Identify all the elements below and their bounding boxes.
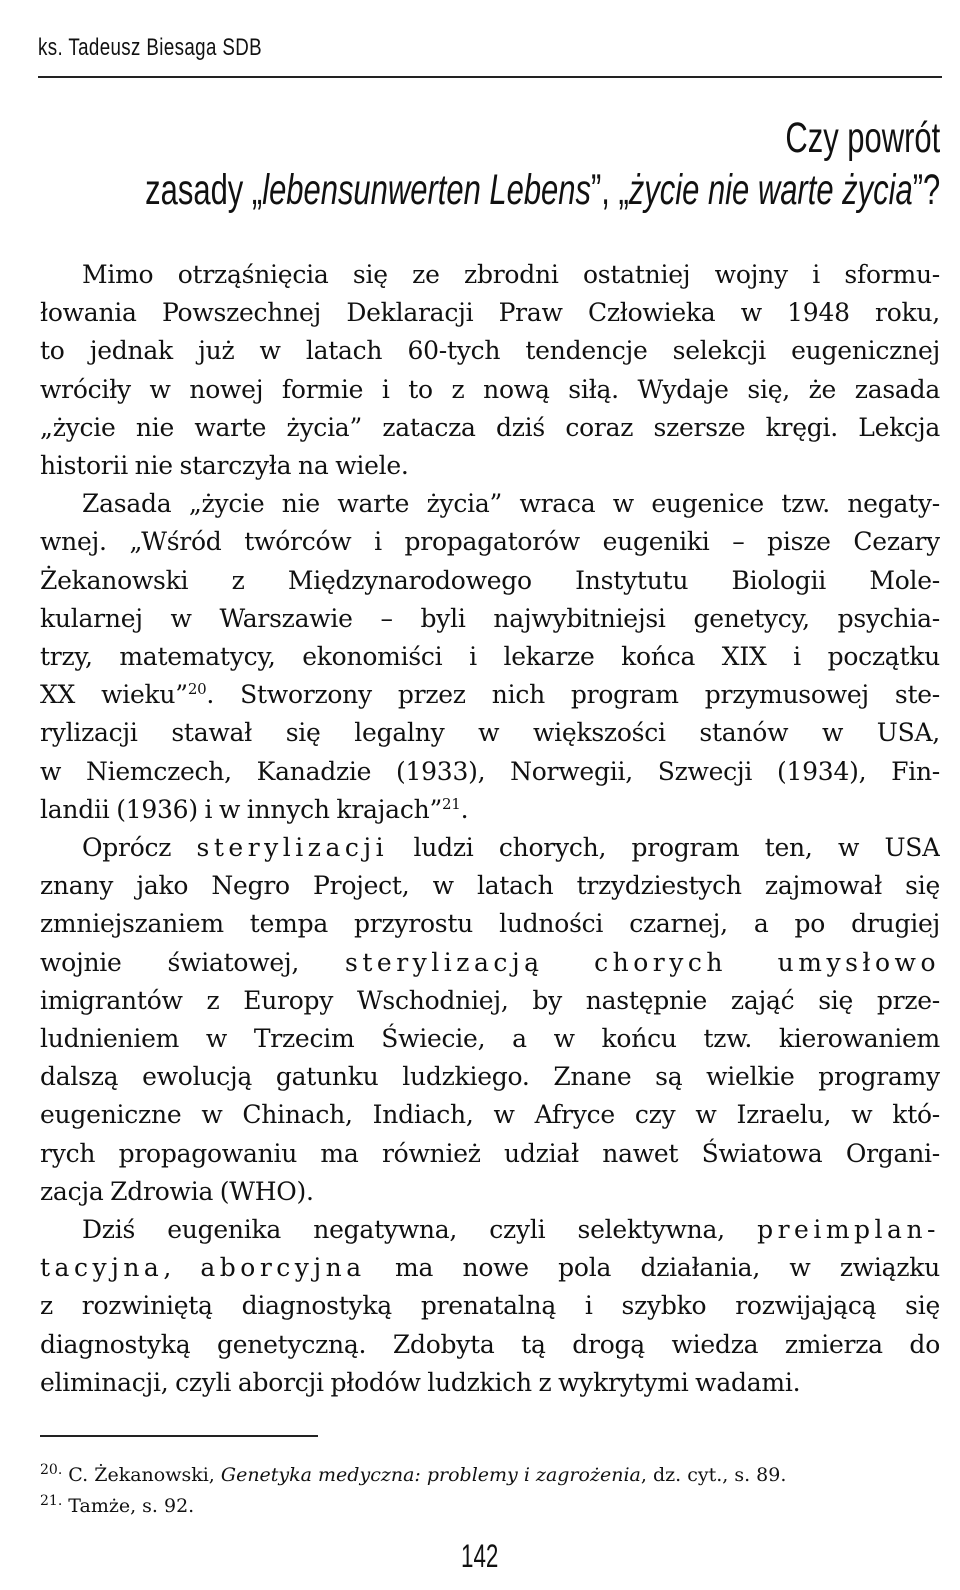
header-rule [38,76,942,78]
text-segment: Oprócz [82,833,197,863]
text-line: wnej. „Wśród twórców i propagatorów eugeniki – pisze Cezary [40,527,940,557]
text-line: zmniejszaniem tempa przyrostu ludności czarnej, a po drugiej [40,909,940,939]
spaced-emphasis: sterylizacją chorych umysłowo [345,947,940,977]
text-line: Mimo otrząśnięcia się ze zbrodni ostatniej wojny i sformu- [82,260,940,289]
text-line: dalszą ewolucją gatunku ludzkiego. Znane są wielkie programy [40,1062,940,1092]
text-line: „życie nie warte życia” zatacza dziś coraz szersze kręgi. Lekcja [40,412,940,442]
footnote-number: 20. [40,1462,63,1478]
page-number-text: 142 [461,1538,499,1574]
title-text: zasady „ [144,166,262,214]
chapter-title-line-1: Czy powrót [785,114,940,162]
footnote-ref-21[interactable]: 21 [441,794,461,813]
text-segment: ludzi chorych, program ten, w USA [388,833,940,863]
text-line: Żekanowski z Międzynarodowego Instytutu Biologii Mole- [40,565,940,595]
footnotes [40,1460,940,1522]
footnote-text: Tamże, s. 92. [62,1495,195,1517]
footnote-book-title: Genetyka medyczna: problemy i zagrożenia [220,1464,641,1486]
footnote-text: , dz. cyt., s. 89. [640,1464,787,1486]
footnote-21 [40,1491,940,1522]
text-line: eugeniczne w Chinach, Indiach, w Afryce czy w Izraelu, w któ- [40,1100,940,1130]
chapter-title [145,112,940,216]
text-segment: Dziś eugenika negatywna, czyli selektywna, [82,1215,758,1245]
running-head-author: ks. Tadeusz Biesaga SDB [38,34,263,61]
body-text [40,256,940,1402]
text-line: rych propagowaniu ma również udział nawet Światowa Organi- [40,1138,940,1168]
footnote-number: 21. [40,1493,63,1509]
chapter-title-line-2 [145,164,940,216]
footnote-rule [40,1435,318,1437]
text-segment: . [460,794,469,824]
text-segment: , [163,1253,201,1283]
spaced-emphasis: tacyjna [40,1253,164,1283]
text-line [40,791,940,829]
text-segment: landii (1936) i w innych krajach” [40,794,442,824]
text-line [40,829,940,867]
text-line: to jednak już w latach 60-tych tendencje selekcji eugenicznej [40,336,940,366]
text-line: zacja Zdrowia (WHO). [40,1176,314,1206]
text-segment: wojnie światowej, [40,947,346,977]
text-line [40,1249,940,1287]
title-text: ”, „ [590,166,629,214]
text-segment: ma nowe pola działania, w związku [365,1253,940,1283]
text-line: trzy, matematycy, ekonomiści i lekarze końca XIX i początku [40,642,940,672]
text-line [40,1211,940,1249]
text-line: rylizacji stawał się legalny w większości stanów w USA, [40,718,940,748]
text-line: ludnieniem w Trzecim Świecie, a w końcu tzw. kierowaniem [40,1024,940,1054]
text-line [40,944,940,982]
footnote-ref-20[interactable]: 20 [187,680,207,699]
title-italic-term-2: życie nie warte życia [628,166,913,214]
text-segment: . Stworzony przez nich program przymusowej ste- [206,680,940,710]
text-line: z rozwiniętą diagnostyką prenatalną i szybko rozwijającą się [40,1291,940,1321]
text-line: eliminacji, czyli aborcji płodów ludzkich z wykrytymi wadami. [40,1367,801,1397]
footnote-20 [40,1460,940,1491]
text-segment: XX wieku” [40,680,188,710]
title-text: ”? [912,166,940,214]
text-line: historii nie starczyła na wiele. [40,451,409,481]
text-line: kularnej w Warszawie – byli najwybitniejsi genetycy, psychia- [40,603,940,633]
spaced-emphasis: aborcyjna [200,1253,366,1283]
footnote-text: C. Żekanowski, [62,1464,221,1486]
text-line: znany jako Negro Project, w latach trzydziestych zajmował się [40,871,940,901]
spaced-emphasis: sterylizacji [196,833,389,863]
text-line: w Niemczech, Kanadzie (1933), Norwegii, Szwecji (1934), Fin- [40,756,940,786]
text-line: imigrantów z Europy Wschodniej, by następnie zająć się prze- [40,985,940,1015]
title-italic-term-1: lebensunwerten Lebens [261,166,591,214]
text-line: wróciły w nowej formie i to z nową siłą. Wydaje się, że zasada [40,374,940,404]
page-number [0,1538,960,1575]
spaced-emphasis: preimplan- [757,1215,940,1245]
text-line: diagnostyką genetyczną. Zdobyta tą drogą wiedza zmierza do [40,1329,940,1359]
text-line [40,676,940,714]
text-line: Zasada „życie nie warte życia” wraca w eugenice tzw. negaty- [82,489,940,519]
text-line: łowania Powszechnej Deklaracji Praw Człowieka w 1948 roku, [40,298,940,328]
